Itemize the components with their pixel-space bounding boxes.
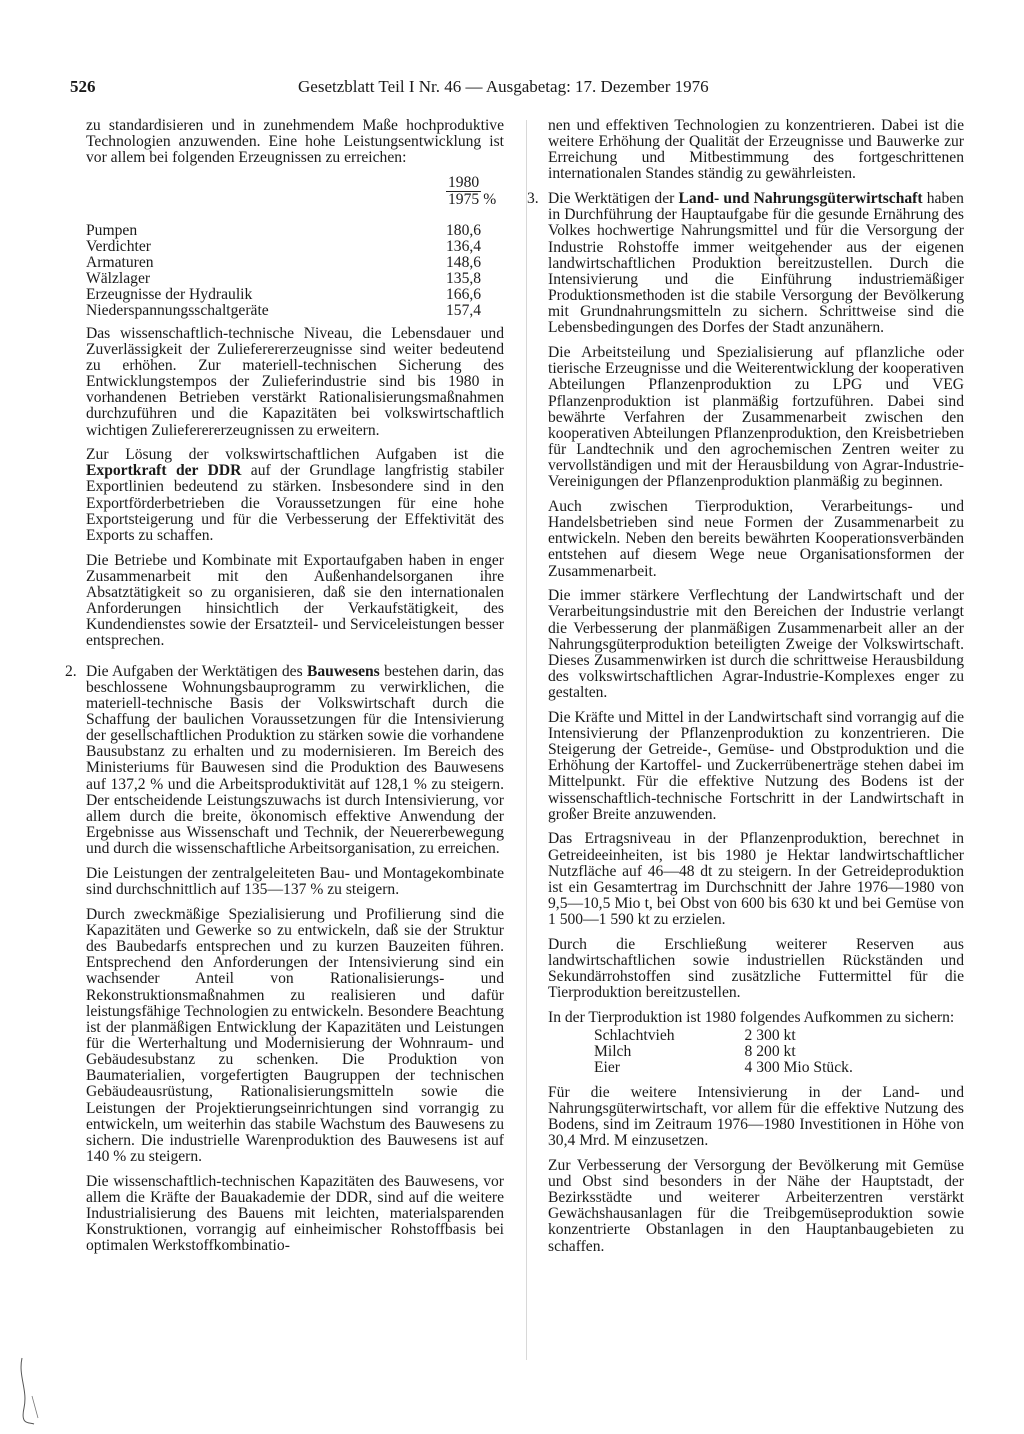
growth-table-header: [86, 175, 504, 209]
row-label: Wälzlager: [86, 270, 151, 288]
row-value: 166,6: [446, 286, 482, 304]
table-row: [594, 1044, 853, 1060]
paragraph-investitionen: Für die weitere Intensivierung in der Land- und Nahrungsgüterwirtschaft, vor allem für die effektive Nutzung des Bodens, sind im Zeitraum 1976—1980 Investitionen in Höhe von 30,4 Mrd. M einzusetzen.: [548, 1083, 964, 1150]
bold-term-landwirtschaft: Land- und Nahrungsgüterwirtschaft: [678, 190, 923, 208]
row-label: Armaturen: [86, 253, 154, 271]
paragraph-spezialisierung: Durch zweckmäßige Spezialisierung und Profilierung sind die Kapazitäten und Gewerke so zu entwickeln, daß sie der Struktur des Baubedarfs entsprechen und zu kurzen Bauzeiten führen. Entsprechend den Anforderungen der Intensivierung sind ein wachsender Anteil von Rationalisierungs- und Rekonstruktionsmaßnahmen zu realisieren und dafür leistungsfähige Technologien zu entwickeln. Besondere Beachtung ist der planmäßigen Entwicklung der Kapazitäten und Leistungen für die Werterhaltung und Modernisierung der Wohnraum- und Gebäudesubstanz zu schenken. Die Produktion von Baumaterialien, vorgefertigten Baugruppen der technischen Gebäudeausrüstung, Rationalisierungsmitteln sowie die Leistungen der Projektierungseinrichtungen sind vorrangig zu entwickeln, um weiterhin das stabile Wachstum des Bauwesens zu sichern. Die industrielle Warenproduktion des Bauwesens ist auf 140 % zu steigern.: [86, 905, 504, 1166]
paragraph-kapazitaeten: Die wissenschaftlich-technischen Kapazitäten des Bauwesens, vor allem die Kräfte der Bauakademie der DDR, sind auf die weitere Industrialisierung des Bauens mit leichten, materialsparenden Konstruktionen, vorrangig auf einheimischer Rohstoffbasis bei optimalen Werkstoffkombinatio-: [86, 1172, 504, 1255]
row-label: Verdichter: [86, 237, 151, 255]
paragraph-reserven: Durch die Erschließung weiterer Reserven aus landwirtschaftlichen sowie industriellen Rückständen und Sekundärrohstoffen sind zusätzliche Futtermittel für die Tierproduktion bereitzustellen.: [548, 935, 964, 1002]
row-value: 157,4: [446, 302, 482, 320]
right-column: [527, 117, 964, 1263]
intro-paragraph: zu standardisieren und in zunehmendem Maße hochproduktive Technologien anzuwenden. Eine hohe Leistungsentwicklung ist vor allem bei folgenden Erzeugnissen zu erreichen:: [86, 117, 504, 167]
paragraph-bauwesen: Die Aufgaben der Werktätigen des Bauwesens bestehen darin, das beschlossene Wohnungsbauprogramm zu verwirklichen, die materiell-technische Basis der Volkswirtschaft durch die Schaffung der baulichen Voraussetzungen für die Intensivierung der gesellschaftlichen Produktion zu stärken sowie die vorhandene Bausubstanz zu erhalten und zu modernisieren. Im Bereich des Ministeriums für Bauwesen sind die Produktion des Bauwesens auf 137,2 % und die Arbeitsproduktivität auf 128,1 % zu steigern. Der entscheidende Leistungszuwachs ist durch Intensivierung, vor allem durch die breite, ökonomisch effektive Anwendung der Ergebnisse aus Wissenschaft und Technik, der Neuererbewegung und durch die wissenschaftliche Arbeitsorganisation, zu erreichen.: [86, 662, 504, 858]
bold-term-bauwesen: Bauwesens: [306, 662, 380, 680]
row-label: Milch: [594, 1043, 632, 1061]
list-item-2: [65, 662, 504, 1255]
row-value: 135,8: [446, 270, 482, 288]
row-value: 136,4: [446, 237, 482, 255]
paragraph-arbeitsteilung: Die Arbeitsteilung und Spezialisierung auf pflanzliche oder tierische Erzeugnisse und die Weiterentwicklung der kooperativen Abteilungen Pflanzenproduktion zu LPG und VEG Pflanzenproduktion ist planmäßig fortzuführen. Dabei sind bewährte Verfahren der Zusammenarbeit zwischen den kooperativen Abteilungen Pflanzenproduktion, den Kreisbetrieben für Landtechnik und den agrochemischen Zentren weiter zu vervollständigen und mit der Herausbildung von Agrar-Industrie-Vereinigungen der Pflanzenproduktion planmäßig zu beginnen.: [548, 344, 964, 491]
list-item-3: [527, 190, 964, 1255]
ratio-denominator: 1975: [448, 191, 480, 209]
paragraph-verflechtung: Die immer stärkere Verflechtung der Landwirtschaft und der Verarbeitungsindustrie mit den Bereichen der Industrie verlangt die Verbesserung der planmäßigen Zusammenarbeit aller an der Nahrungsgüterproduktion beteiligten Zweige der Volkswirtschaft. Dieses Zusammenwirken ist durch die schrittweise Herausbildung des volkswirtschaftlichen Agrar-Industrie-Komplexes enger zu gestalten.: [548, 587, 964, 702]
paragraph-export: Zur Lösung der volkswirtschaftlichen Aufgaben ist die Exportkraft der DDR auf der Grundlage langfristig stabiler Exportlinien bedeutend zu stärken. Insbesondere sind in den Exportförderbetrieben die Voraussetzungen für eine hohe Exportsteigerung und für die Verbesserung der Effektivität des Exports zu schaffen.: [86, 446, 504, 544]
row-label: Pumpen: [86, 221, 138, 239]
table-row: [594, 1060, 853, 1076]
bold-term-export: Exportkraft der DDR: [86, 462, 242, 480]
paragraph-zulieferer: Das wissenschaftlich-technische Niveau, die Lebensdauer und Zuverlässigkeit der Zulieferererzeugnisse sind weiter bedeutend zu erhöhen. Zur materiell-technischen Sicherung des Entwicklungstempos der Zulieferindustrie sind bis 1980 in vorhandenen Betrieben verstärkt Rationalisierungsmaßnahmen durchzuführen und die Kapazitäten bei volkswirtschaftlich wichtigen Zulieferererzeugnissen zu erweitern.: [86, 324, 504, 439]
paragraph-landwirtschaft: Die Werktätigen der Land- und Nahrungsgüterwirtschaft haben in Durchführung der Hauptaufgabe für die gesunde Ernährung des Volkes hochwertige Nahrungsmittel und für die Versorgung der Industrie Rohstoffe immer weitgehender aus der eigenen landwirtschaftlichen Produktion bereitzustellen. Durch die Intensivierung und die Einführung industriemäßiger Produktionsmethoden ist die stabile Versorgung der Bevölkerung mit Grundnahrungsmitteln zu sichern. Schrittweise sind die Lebensbedingungen des Dorfes der Stadt anzunähern.: [548, 190, 964, 337]
column-divider: [526, 120, 527, 1360]
table-row: [86, 303, 504, 319]
row-value: 2 300 kt: [744, 1027, 796, 1045]
paragraph-ertragsniveau: Das Ertragsniveau in der Pflanzenproduktion, berechnet in Getreideeinheiten, ist bis 1980 je Hektar landwirtschaftlicher Nutzfläche auf 46—48 dt zu steigern. In der Getreideproduktion ist ein Gesamtertrag im Durchschnitt der Jahre 1976—1980 von 9,5—10,5 Mio t, bei Obst von 600 bis 630 kt und bei Gemüse von 1 500—1 590 kt zu erzielen.: [548, 830, 964, 929]
row-label: Niederspannungsschaltgeräte: [86, 302, 269, 320]
table-row: [86, 271, 504, 287]
row-value: 8 200 kt: [744, 1043, 796, 1061]
table-row: [594, 1028, 853, 1044]
paragraph-aufkommen: In der Tierproduktion ist 1980 folgendes Aufkommen zu sichern:: [548, 1008, 955, 1026]
list-number: 3.: [527, 190, 539, 208]
growth-table: [86, 175, 504, 320]
page-number: 526: [70, 77, 96, 96]
paragraph-kraefte: Die Kräfte und Mittel in der Landwirtschaft sind vorrangig auf die Intensivierung der Pflanzenproduktion zu konzentrieren. Die Steigerung der Getreide-, Gemüse- und Obstproduktion und die Erhöhung der Kartoffel- und Zuckerrübenerträge stehen dabei im Mittelpunkt. Für die effektive Nutzung des Bodens ist der wissenschaftlich-technische Fortschritt in der Landwirtschaft in großer Breite anzuwenden.: [548, 708, 964, 823]
row-label: Erzeugnisse der Hydraulik: [86, 286, 253, 304]
margin-pencil-mark: [14, 1356, 44, 1426]
table-row: [86, 239, 504, 255]
ratio-fraction: [446, 175, 481, 208]
page-header: [70, 77, 950, 99]
paragraph-gemuese: Zur Verbesserung der Versorgung der Bevölkerung mit Gemüse und Obst sind besonders in der Nähe der Hauptstadt, der Bezirksstädte und weiterer Arbeiterzentren verstärkt Gewächshausanlagen für die Treibgemüseproduktion sowie konzentrierte Obstanlagen in den Hauptanbaugebieten zu schaffen.: [548, 1156, 964, 1255]
livestock-table: [594, 1028, 853, 1076]
row-value: 148,6: [446, 253, 482, 271]
left-column: [65, 117, 504, 1263]
ratio-numerator: 1980: [448, 173, 480, 191]
paragraph-tierproduktion-formen: Auch zwischen Tierproduktion, Verarbeitungs- und Handelsbetrieben sind neue Formen der Zusammenarbeit zu entwickeln. Neben den bereits bewährten Kooperationsverbänden entstehen auf diesem Wege neue Organisationsformen der Zusammenarbeit.: [548, 497, 964, 580]
table-row: [86, 223, 504, 239]
row-value: 180,6: [446, 221, 482, 239]
row-value: 4 300 Mio Stück.: [744, 1059, 853, 1077]
table-row: [86, 255, 504, 271]
paragraph-montagekombinate: Die Leistungen der zentralgeleiteten Bau- und Montagekombinate sind durchschnittlich auf 135—137 % zu steigern.: [86, 864, 504, 899]
running-title: Gesetzblatt Teil I Nr. 46 — Ausgabetag: 17. Dezember 1976: [298, 77, 709, 96]
list-number: 2.: [65, 662, 77, 680]
row-label: Eier: [594, 1059, 620, 1077]
paragraph-betriebe: Die Betriebe und Kombinate mit Exportaufgaben haben in enger Zusammenarbeit mit den Außenhandelsorganen ihre Absatztätigkeit so zu organisieren, daß sie den internationalen Anforderungen hinsichtlich der Verkaufstätigkeit, des Kundendienstes sowie der Ersatzteil- und Serviceleistungen besser entsprechen.: [86, 551, 504, 650]
row-label: Schlachtvieh: [594, 1027, 675, 1045]
paragraph-continuation: nen und effektiven Technologien zu konzentrieren. Dabei ist die weitere Erhöhung der Qualität der Erzeugnisse und Bauwerke zur Erreichung und Mitbestimmung des fortgeschrittenen internationalen Standes ständig zu gewährleisten.: [548, 117, 964, 183]
table-row: [86, 287, 504, 303]
ratio-unit: %: [483, 191, 497, 209]
